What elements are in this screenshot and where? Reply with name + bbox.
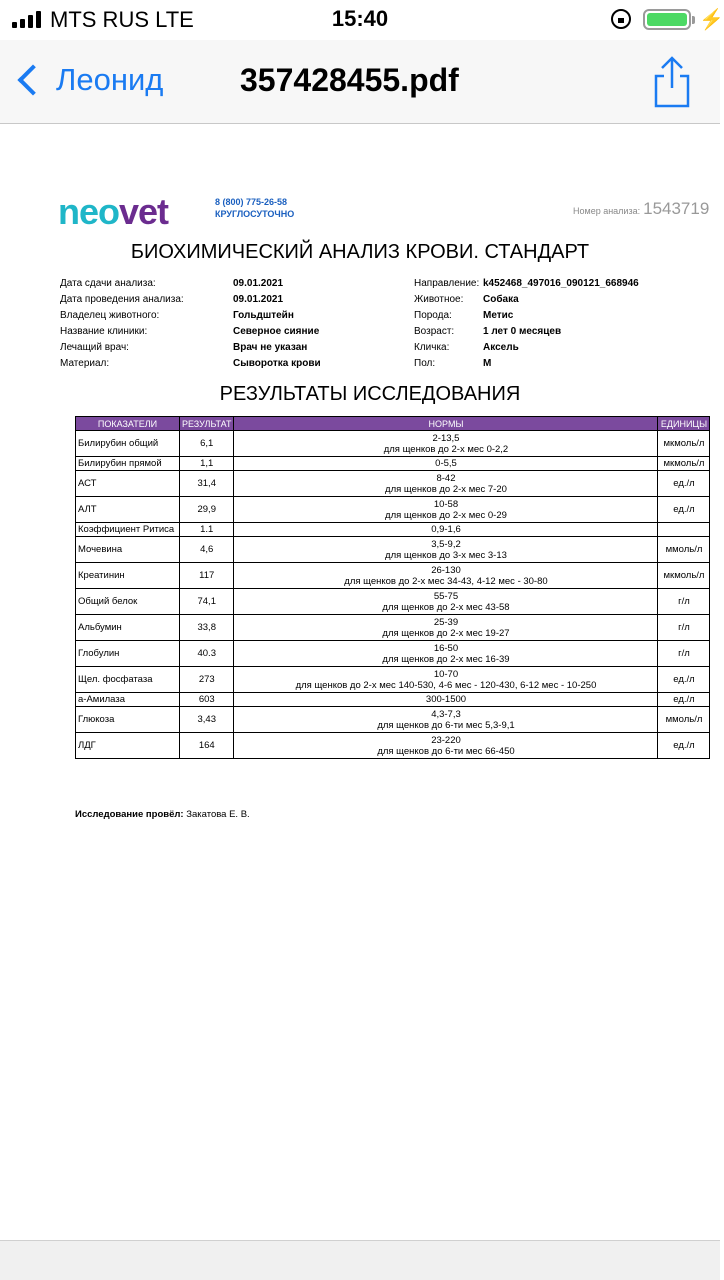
- table-row: [76, 589, 710, 615]
- info-label: Направление:: [414, 277, 480, 289]
- phone-note: КРУГЛОСУТОЧНО: [215, 209, 295, 219]
- info-value: k452468_497016_090121_668946: [483, 277, 639, 289]
- info-label: Животное:: [414, 293, 464, 305]
- norm-adult: 4,3-7,3: [431, 708, 461, 720]
- table-row: [76, 471, 710, 497]
- norm-puppy: для щенков до 2-х мес 140-530, 4-6 мес - 120-430, 6-12 мес - 10-250: [295, 679, 597, 691]
- clock: 15:40: [331, 6, 389, 31]
- norm-range: [234, 733, 658, 759]
- norm-range: [234, 537, 658, 563]
- unit: г/л: [658, 589, 710, 615]
- info-value: 09.01.2021: [233, 293, 284, 305]
- info-row: [60, 339, 700, 355]
- indicator-name: Глюкоза: [76, 707, 180, 733]
- result-value: 1.1: [180, 523, 234, 537]
- info-row: [60, 323, 700, 339]
- table-header-row: [76, 417, 710, 431]
- indicator-name: а-Амилаза: [76, 693, 180, 707]
- info-label: Материал:: [60, 357, 110, 369]
- info-label: Название клиники:: [60, 325, 148, 337]
- info-label: Возраст:: [414, 325, 455, 337]
- battery-level: [647, 13, 687, 26]
- info-value: Врач не указан: [233, 341, 308, 353]
- indicator-name: Креатинин: [76, 563, 180, 589]
- norm-adult: 3,5-9,2: [431, 538, 461, 550]
- norm-range: [234, 641, 658, 667]
- results-table: [75, 416, 710, 759]
- unit: мкмоль/л: [658, 431, 710, 457]
- unit: мкмоль/л: [658, 457, 710, 471]
- result-value: 33,8: [180, 615, 234, 641]
- norm-range: [234, 667, 658, 693]
- norm-adult: 23-220: [431, 734, 461, 746]
- info-value: Гольдштейн: [233, 309, 294, 321]
- bottom-toolbar: [0, 1240, 720, 1280]
- info-row: [60, 291, 700, 307]
- document-title: 357428455.pdf: [240, 62, 459, 98]
- table-row: [76, 431, 710, 457]
- norm-adult: 2-13,5: [432, 432, 460, 444]
- neovet-logo: neovet: [58, 191, 169, 232]
- norm-puppy: для щенков до 2-х мес 7-20: [385, 483, 507, 495]
- analysis-number: Номер анализа: 1543719: [573, 199, 710, 218]
- norm-adult: 8-42: [436, 472, 456, 484]
- orientation-lock-icon: [611, 9, 631, 29]
- norm-range: [234, 497, 658, 523]
- result-value: 29,9: [180, 497, 234, 523]
- indicator-name: Билирубин прямой: [76, 457, 180, 471]
- norm-puppy: для щенков до 3-х мес 3-13: [385, 549, 507, 561]
- info-value: Северное сияние: [233, 325, 320, 337]
- table-row: [76, 615, 710, 641]
- info-label: Пол:: [414, 357, 436, 369]
- unit: [658, 523, 710, 537]
- indicator-name: Глобулин: [76, 641, 180, 667]
- result-value: 1,1: [180, 457, 234, 471]
- unit: ед./л: [658, 733, 710, 759]
- norm-puppy: для щенков до 6-ти мес 5,3-9,1: [377, 719, 515, 731]
- chevron-left-icon: [17, 64, 48, 95]
- indicator-name: Мочевина: [76, 537, 180, 563]
- table-row: [76, 693, 710, 707]
- unit: ед./л: [658, 497, 710, 523]
- norm-range: [234, 563, 658, 589]
- info-label: Порода:: [414, 309, 452, 321]
- norm-puppy: для щенков до 2-х мес 19-27: [382, 627, 510, 639]
- info-label: Дата сдачи анализа:: [60, 277, 156, 289]
- unit: г/л: [658, 615, 710, 641]
- indicator-name: Альбумин: [76, 615, 180, 641]
- header-result: РЕЗУЛЬТАТ: [180, 417, 234, 431]
- table-row: [76, 667, 710, 693]
- norm-range: [234, 693, 658, 707]
- norm-adult: 0,9-1,6: [431, 524, 461, 535]
- info-label: Дата проведения анализа:: [60, 293, 184, 305]
- back-button[interactable]: [14, 56, 163, 104]
- info-label: Лечащий врач:: [60, 341, 129, 353]
- info-value: Собака: [483, 293, 519, 305]
- indicator-name: АСТ: [76, 471, 180, 497]
- norm-range: [234, 523, 658, 537]
- norm-adult: 10-70: [433, 668, 459, 680]
- unit: ммоль/л: [658, 537, 710, 563]
- info-row: [60, 355, 700, 371]
- norm-puppy: для щенков до 2-х мес 0-2,2: [383, 443, 509, 455]
- indicator-name: Щел. фосфатаза: [76, 667, 180, 693]
- unit: ммоль/л: [658, 707, 710, 733]
- unit: ед./л: [658, 471, 710, 497]
- share-button[interactable]: [650, 54, 694, 108]
- table-row: [76, 497, 710, 523]
- norm-adult: 26-130: [431, 564, 461, 576]
- indicator-name: Коэффициент Ритиса: [76, 523, 180, 537]
- table-row: [76, 707, 710, 733]
- table-row: [76, 641, 710, 667]
- header-units: ЕДИНИЦЫ: [658, 417, 710, 431]
- unit: ед./л: [658, 667, 710, 693]
- unit: г/л: [658, 641, 710, 667]
- info-label: Владелец животного:: [60, 309, 160, 321]
- table-row: [76, 563, 710, 589]
- back-label: Леонид: [56, 62, 164, 97]
- info-value: Аксель: [483, 341, 519, 353]
- result-value: 6,1: [180, 431, 234, 457]
- norm-adult: 16-50: [433, 642, 459, 654]
- navigation-bar: [0, 40, 720, 124]
- result-value: 40.3: [180, 641, 234, 667]
- status-bar: [0, 0, 724, 40]
- indicator-name: АЛТ: [76, 497, 180, 523]
- unit: ед./л: [658, 693, 710, 707]
- table-row: [76, 733, 710, 759]
- result-value: 164: [180, 733, 234, 759]
- phone-number: 8 (800) 775-26-58: [215, 197, 288, 207]
- result-value: 74,1: [180, 589, 234, 615]
- performed-by: Исследование провёл: Закатова Е. В.: [75, 809, 250, 820]
- norm-adult: 55-75: [433, 590, 459, 602]
- result-value: 117: [180, 563, 234, 589]
- norm-range: [234, 471, 658, 497]
- battery-tip: [692, 16, 695, 24]
- norm-adult: 0-5,5: [435, 458, 457, 469]
- info-value: М: [483, 357, 492, 369]
- result-value: 273: [180, 667, 234, 693]
- norm-puppy: для щенков до 2-х мес 0-29: [385, 509, 507, 521]
- norm-range: [234, 431, 658, 457]
- phone-block: [215, 196, 294, 220]
- result-value: 4,6: [180, 537, 234, 563]
- report-title: БИОХИМИЧЕСКИЙ АНАЛИЗ КРОВИ. СТАНДАРТ: [130, 241, 590, 263]
- battery-icon: [643, 9, 691, 30]
- info-value: 09.01.2021: [233, 277, 284, 289]
- norm-puppy: для щенков до 2-х мес 16-39: [382, 653, 510, 665]
- norm-range: [234, 589, 658, 615]
- info-value: 1 лет 0 месяцев: [483, 325, 562, 337]
- norm-puppy: для щенков до 2-х мес 34-43, 4-12 мес - 30-80: [344, 575, 548, 587]
- carrier-label: MTS RUS LTE: [50, 7, 194, 32]
- info-value: Сыворотка крови: [233, 357, 321, 369]
- norm-adult: 25-39: [433, 616, 459, 628]
- norm-puppy: для щенков до 6-ти мес 66-450: [377, 745, 515, 757]
- norm-puppy: для щенков до 2-х мес 43-58: [382, 601, 510, 613]
- indicator-name: Общий белок: [76, 589, 180, 615]
- info-value: Метис: [483, 309, 514, 321]
- pdf-page[interactable]: [0, 125, 720, 1240]
- indicator-name: ЛДГ: [76, 733, 180, 759]
- table-row: [76, 523, 710, 537]
- header-indicator: ПОКАЗАТЕЛИ: [76, 417, 180, 431]
- norm-range: [234, 457, 658, 471]
- charging-icon: ⚡: [699, 9, 724, 31]
- info-row: [60, 275, 700, 291]
- info-label: Кличка:: [414, 341, 450, 353]
- results-title: РЕЗУЛЬТАТЫ ИССЛЕДОВАНИЯ: [219, 383, 521, 405]
- norm-range: [234, 615, 658, 641]
- result-value: 3,43: [180, 707, 234, 733]
- header-norms: НОРМЫ: [234, 417, 658, 431]
- result-value: 31,4: [180, 471, 234, 497]
- unit: мкмоль/л: [658, 563, 710, 589]
- share-icon: [650, 54, 694, 108]
- table-row: [76, 537, 710, 563]
- table-row: [76, 457, 710, 471]
- norm-adult: 10-58: [433, 498, 459, 510]
- info-row: [60, 307, 700, 323]
- result-value: 603: [180, 693, 234, 707]
- patient-info: [60, 275, 700, 371]
- norm-range: [234, 707, 658, 733]
- indicator-name: Билирубин общий: [76, 431, 180, 457]
- norm-adult: 300-1500: [425, 694, 467, 705]
